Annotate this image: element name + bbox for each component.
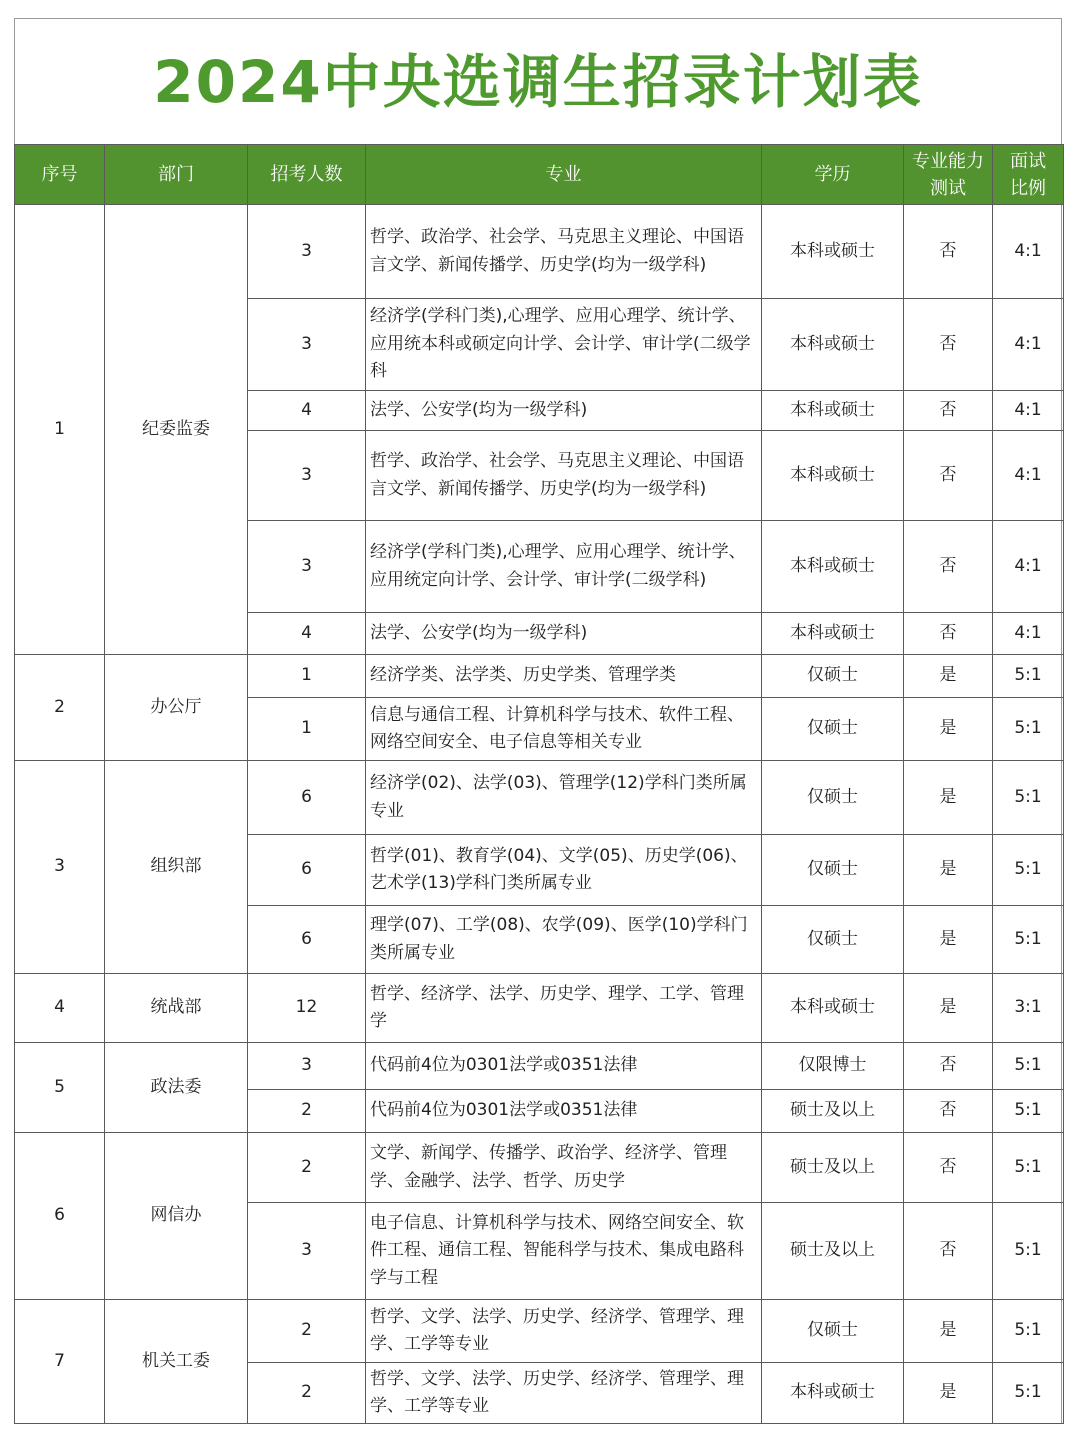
page-title: 2024中央选调生招录计划表 xyxy=(153,47,923,116)
edu-cell: 本科或硕士 xyxy=(762,299,904,391)
test-cell: 否 xyxy=(904,431,993,521)
dept-cell: 纪委监委 xyxy=(105,205,248,655)
test-cell: 否 xyxy=(904,521,993,613)
edu-cell: 硕士及以上 xyxy=(762,1090,904,1133)
dept-cell: 统战部 xyxy=(105,974,248,1043)
major-cell: 代码前4位为0301法学或0351法律 xyxy=(366,1090,762,1133)
major-cell: 哲学(01)、教育学(04)、文学(05)、历史学(06)、艺术学(13)学科门类所属专业 xyxy=(366,835,762,906)
seq-cell: 1 xyxy=(15,205,105,655)
dept-cell: 机关工委 xyxy=(105,1300,248,1424)
count-cell: 4 xyxy=(248,391,366,431)
header-row xyxy=(15,145,1064,205)
test-cell: 是 xyxy=(904,835,993,906)
count-cell: 3 xyxy=(248,431,366,521)
ratio-cell: 5:1 xyxy=(993,835,1064,906)
edu-cell: 本科或硕士 xyxy=(762,613,904,655)
major-cell: 哲学、经济学、法学、历史学、理学、工学、管理学 xyxy=(366,974,762,1043)
ratio-cell: 4:1 xyxy=(993,431,1064,521)
major-cell: 法学、公安学(均为一级学科) xyxy=(366,391,762,431)
edu-cell: 仅限博士 xyxy=(762,1043,904,1090)
table-row xyxy=(15,1133,1064,1203)
count-cell: 3 xyxy=(248,521,366,613)
count-cell: 2 xyxy=(248,1090,366,1133)
test-cell: 是 xyxy=(904,698,993,761)
test-cell: 否 xyxy=(904,391,993,431)
dept-cell: 网信办 xyxy=(105,1133,248,1300)
ratio-cell: 5:1 xyxy=(993,1300,1064,1363)
edu-cell: 仅硕士 xyxy=(762,906,904,974)
header-major: 专业 xyxy=(366,145,762,205)
major-cell: 哲学、政治学、社会学、马克思主义理论、中国语言文学、新闻传播学、历史学(均为一级学科) xyxy=(366,205,762,299)
edu-cell: 硕士及以上 xyxy=(762,1133,904,1203)
test-cell: 是 xyxy=(904,906,993,974)
test-cell: 否 xyxy=(904,1043,993,1090)
test-cell: 是 xyxy=(904,761,993,835)
ratio-cell: 3:1 xyxy=(993,974,1064,1043)
edu-cell: 仅硕士 xyxy=(762,1300,904,1363)
major-cell: 哲学、政治学、社会学、马克思主义理论、中国语言文学、新闻传播学、历史学(均为一级学科) xyxy=(366,431,762,521)
seq-cell: 6 xyxy=(15,1133,105,1300)
dept-cell: 政法委 xyxy=(105,1043,248,1133)
major-cell: 理学(07)、工学(08)、农学(09)、医学(10)学科门类所属专业 xyxy=(366,906,762,974)
count-cell: 1 xyxy=(248,698,366,761)
table-row xyxy=(15,1300,1064,1363)
table-row xyxy=(15,761,1064,835)
count-cell: 3 xyxy=(248,1043,366,1090)
ratio-cell: 5:1 xyxy=(993,1043,1064,1090)
count-cell: 12 xyxy=(248,974,366,1043)
test-cell: 是 xyxy=(904,1300,993,1363)
test-cell: 否 xyxy=(904,1090,993,1133)
ratio-cell: 4:1 xyxy=(993,299,1064,391)
edu-cell: 本科或硕士 xyxy=(762,974,904,1043)
recruitment-plan-table xyxy=(14,144,1064,1424)
edu-cell: 仅硕士 xyxy=(762,698,904,761)
header-count: 招考人数 xyxy=(248,145,366,205)
ratio-cell: 5:1 xyxy=(993,761,1064,835)
ratio-cell: 4:1 xyxy=(993,205,1064,299)
seq-cell: 4 xyxy=(15,974,105,1043)
count-cell: 2 xyxy=(248,1133,366,1203)
ratio-cell: 5:1 xyxy=(993,655,1064,698)
count-cell: 6 xyxy=(248,835,366,906)
edu-cell: 本科或硕士 xyxy=(762,521,904,613)
major-cell: 哲学、文学、法学、历史学、经济学、管理学、理学、工学等专业 xyxy=(366,1363,762,1424)
test-cell: 否 xyxy=(904,205,993,299)
seq-cell: 5 xyxy=(15,1043,105,1133)
title-area xyxy=(15,19,1061,144)
major-cell: 法学、公安学(均为一级学科) xyxy=(366,613,762,655)
edu-cell: 仅硕士 xyxy=(762,761,904,835)
edu-cell: 仅硕士 xyxy=(762,655,904,698)
seq-cell: 7 xyxy=(15,1300,105,1424)
ratio-cell: 5:1 xyxy=(993,698,1064,761)
test-cell: 否 xyxy=(904,613,993,655)
edu-cell: 仅硕士 xyxy=(762,835,904,906)
edu-cell: 本科或硕士 xyxy=(762,1363,904,1424)
count-cell: 3 xyxy=(248,205,366,299)
dept-cell: 组织部 xyxy=(105,761,248,974)
count-cell: 2 xyxy=(248,1363,366,1424)
ratio-cell: 4:1 xyxy=(993,521,1064,613)
count-cell: 6 xyxy=(248,906,366,974)
major-cell: 经济学(02)、法学(03)、管理学(12)学科门类所属专业 xyxy=(366,761,762,835)
edu-cell: 本科或硕士 xyxy=(762,431,904,521)
header-test: 专业能力测试 xyxy=(904,145,993,205)
count-cell: 4 xyxy=(248,613,366,655)
ratio-cell: 4:1 xyxy=(993,613,1064,655)
table-row xyxy=(15,974,1064,1043)
ratio-cell: 4:1 xyxy=(993,391,1064,431)
major-cell: 经济学类、法学类、历史学类、管理学类 xyxy=(366,655,762,698)
major-cell: 哲学、文学、法学、历史学、经济学、管理学、理学、工学等专业 xyxy=(366,1300,762,1363)
count-cell: 2 xyxy=(248,1300,366,1363)
header-edu: 学历 xyxy=(762,145,904,205)
count-cell: 3 xyxy=(248,299,366,391)
ratio-cell: 5:1 xyxy=(993,1133,1064,1203)
major-cell: 经济学(学科门类),心理学、应用心理学、统计学、应用统定向计学、会计学、审计学(二级学科) xyxy=(366,521,762,613)
ratio-cell: 5:1 xyxy=(993,1203,1064,1300)
count-cell: 3 xyxy=(248,1203,366,1300)
count-cell: 6 xyxy=(248,761,366,835)
dept-cell: 办公厅 xyxy=(105,655,248,761)
major-cell: 经济学(学科门类),心理学、应用心理学、统计学、应用统本科或硕定向计学、会计学、审计学(二级学科 xyxy=(366,299,762,391)
test-cell: 否 xyxy=(904,1203,993,1300)
major-cell: 电子信息、计算机科学与技术、网络空间安全、软件工程、通信工程、智能科学与技术、集成电路科学与工程 xyxy=(366,1203,762,1300)
table-row xyxy=(15,205,1064,299)
major-cell: 文学、新闻学、传播学、政治学、经济学、管理学、金融学、法学、哲学、历史学 xyxy=(366,1133,762,1203)
test-cell: 否 xyxy=(904,1133,993,1203)
ratio-cell: 5:1 xyxy=(993,1090,1064,1133)
seq-cell: 3 xyxy=(15,761,105,974)
major-cell: 信息与通信工程、计算机科学与技术、软件工程、网络空间安全、电子信息等相关专业 xyxy=(366,698,762,761)
test-cell: 是 xyxy=(904,974,993,1043)
table-row xyxy=(15,1043,1064,1090)
header-ratio: 面试比例 xyxy=(993,145,1064,205)
ratio-cell: 5:1 xyxy=(993,1363,1064,1424)
test-cell: 是 xyxy=(904,1363,993,1424)
major-cell: 代码前4位为0301法学或0351法律 xyxy=(366,1043,762,1090)
ratio-cell: 5:1 xyxy=(993,906,1064,974)
edu-cell: 硕士及以上 xyxy=(762,1203,904,1300)
edu-cell: 本科或硕士 xyxy=(762,205,904,299)
table-body xyxy=(15,205,1064,1424)
test-cell: 否 xyxy=(904,299,993,391)
edu-cell: 本科或硕士 xyxy=(762,391,904,431)
count-cell: 1 xyxy=(248,655,366,698)
header-dept: 部门 xyxy=(105,145,248,205)
header-seq: 序号 xyxy=(15,145,105,205)
table-row xyxy=(15,655,1064,698)
test-cell: 是 xyxy=(904,655,993,698)
seq-cell: 2 xyxy=(15,655,105,761)
